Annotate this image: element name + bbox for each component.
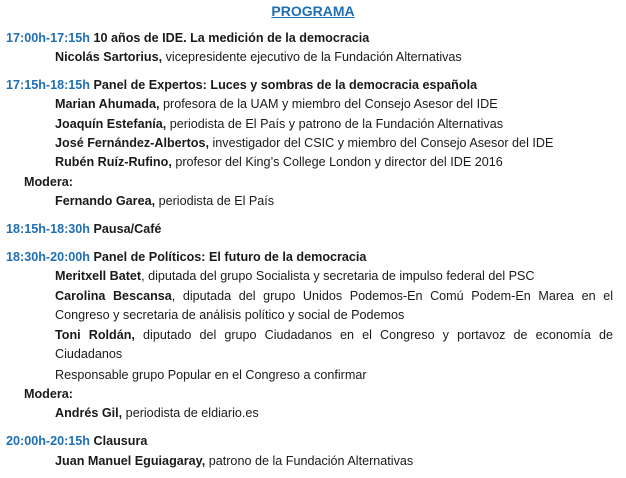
session-header	[6, 29, 369, 48]
moderator-label: Modera:	[24, 387, 73, 401]
speaker-name: José Fernández-Albertos,	[55, 136, 209, 150]
speaker-role: profesora de la UAM y miembro del Consejo Asesor del IDE	[159, 97, 498, 111]
program-title: PROGRAMA	[271, 3, 355, 19]
speaker-name: Nicolás Sartorius,	[55, 50, 163, 64]
session-title: Clausura	[93, 434, 148, 448]
moderator-name: Fernando Garea,	[55, 194, 156, 208]
session-time: 18:15h-18:30h	[6, 222, 90, 236]
speaker-name: Meritxell Batet	[55, 269, 142, 283]
speaker-name: Joaquín Estefanía,	[55, 117, 167, 131]
speaker-name: Carolina Bescansa	[55, 289, 172, 303]
session-header	[6, 248, 366, 267]
session-time: 17:00h-17:15h	[6, 31, 90, 45]
speaker-name: Marian Ahumada,	[55, 97, 160, 111]
moderator-name: Andrés Gil,	[55, 406, 123, 420]
speaker-line	[55, 287, 613, 325]
speaker-line	[55, 326, 613, 364]
speaker-role: investigador del CSIC y miembro del Consejo Asesor del IDE	[208, 136, 554, 150]
speaker-name: Rubén Ruíz-Rufino,	[55, 155, 172, 169]
speaker-role: patrono de la Fundación Alternativas	[205, 454, 414, 468]
moderator-line	[55, 404, 259, 423]
speaker-line	[55, 267, 535, 286]
session-time: 20:00h-20:15h	[6, 434, 90, 448]
speaker-role: vicepresidente ejecutivo de la Fundación Alternativas	[162, 50, 462, 64]
speaker-name: Juan Manuel Eguiagaray,	[55, 454, 206, 468]
moderator-role: periodista de eldiario.es	[122, 406, 259, 420]
session-header	[6, 220, 161, 239]
speaker-role: , diputada del grupo Socialista y secretaria de impulso federal del PSC	[141, 269, 535, 283]
moderator-label: Modera:	[24, 175, 73, 189]
speaker-role: Responsable grupo Popular en el Congreso a confirmar	[55, 368, 367, 382]
speaker-line	[55, 134, 553, 153]
speaker-role: profesor del King’s College London y director del IDE 2016	[171, 155, 503, 169]
speaker-line	[55, 153, 503, 172]
moderator-line	[55, 192, 274, 211]
session-time: 17:15h-18:15h	[6, 78, 90, 92]
session-header	[6, 76, 477, 95]
session-title: Pausa/Café	[93, 222, 162, 236]
speaker-role: periodista de El País y patrono de la Fundación Alternativas	[166, 117, 504, 131]
speaker-name: Toni Roldán,	[55, 328, 135, 342]
session-header	[6, 432, 147, 451]
speaker-role: , diputada del grupo Unidos Podemos-En Comú Podem-En Marea en el Congreso y secretaria de análisis político y social de Podemos	[55, 289, 613, 322]
speaker-line	[55, 115, 503, 134]
moderator-role: periodista de El País	[155, 194, 275, 208]
speaker-line	[55, 452, 413, 471]
speaker-line	[55, 48, 462, 67]
session-time: 18:30h-20:00h	[6, 250, 90, 264]
speaker-line	[55, 95, 498, 114]
speaker-line	[55, 366, 367, 385]
session-title: Panel de Expertos: Luces y sombras de la democracia española	[93, 78, 478, 92]
session-title: 10 años de IDE. La medición de la democracia	[93, 31, 370, 45]
session-title: Panel de Políticos: El futuro de la democracia	[93, 250, 367, 264]
speaker-role: diputado del grupo Ciudadanos en el Congreso y portavoz de economía de Ciudadanos	[55, 328, 613, 361]
